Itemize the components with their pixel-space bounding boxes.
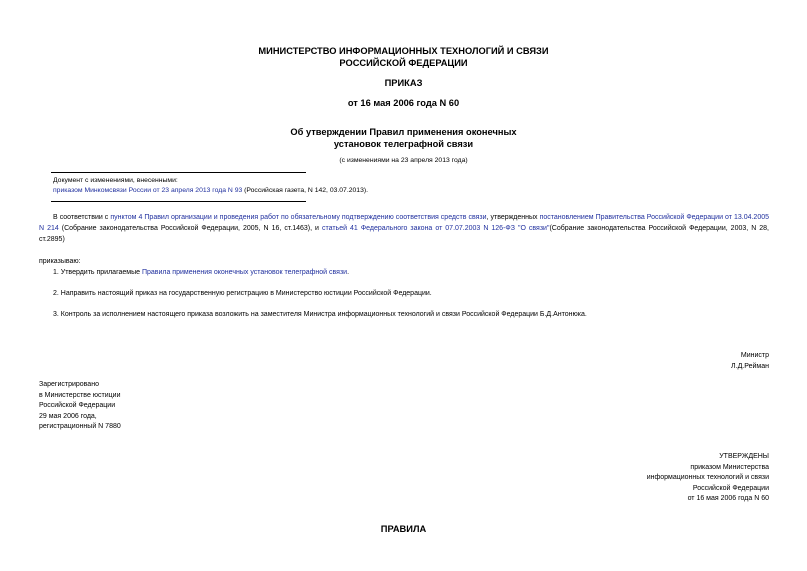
signatory-position: Министр xyxy=(740,352,769,359)
signatory-name: Л.Д.Рейман xyxy=(731,363,769,370)
registration-block xyxy=(39,380,121,433)
ministry-name-line2: РОССИЙСКОЙ ФЕДЕРАЦИИ xyxy=(339,58,468,68)
amendment-note: (с изменениями на 23 апреля 2013 года) xyxy=(339,157,468,164)
rules-clause-link[interactable]: пунктом 4 Правил организации и проведения работ по обязательному подтверждению соответствия средств связи xyxy=(110,214,487,221)
doc-title-line2: установок телеграфной связи xyxy=(333,139,474,149)
registration-line: Зарегистрировано xyxy=(39,381,99,388)
preamble-text-1: В соответствии с xyxy=(53,214,111,221)
preamble-text-3: (Собрание законодательства Российской Федерации, 2005, N 16, ст.1463), и xyxy=(58,225,322,232)
approval-line: УТВЕРЖДЕНЫ xyxy=(719,453,769,460)
approval-block xyxy=(560,452,769,505)
ministry-name-line1: МИНИСТЕРСТВО ИНФОРМАЦИОННЫХ ТЕХНОЛОГИЙ И СВЯЗИ xyxy=(258,46,549,56)
changes-source: (Российская газета, N 142, 03.07.2013). xyxy=(242,187,368,194)
item1-text: 1. Утвердить прилагаемые xyxy=(53,269,142,276)
telegraph-rules-link[interactable]: Правила применения оконечных установок телеграфной связи xyxy=(141,269,348,276)
doc-date-number: от 16 мая 2006 года N 60 xyxy=(347,98,460,108)
order-item-3: 3. Контроль за исполнением настоящего приказа возложить на заместителя Министра информационных технологий и связи Российской Федерации Б.Д.Антонюка. xyxy=(53,311,587,318)
order-word: приказываю: xyxy=(39,258,81,265)
preamble-paragraph xyxy=(39,212,769,245)
registration-line: 29 мая 2006 года, xyxy=(39,412,97,420)
changes-line xyxy=(53,185,368,196)
doc-title-line1: Об утверждении Правил применения оконечных xyxy=(290,127,517,137)
preamble-text-2: , утвержденных xyxy=(486,214,540,221)
federal-law-link[interactable]: статьей 41 Федерального закона от 07.07.2003 N 126-ФЗ "О связи" xyxy=(321,225,550,232)
order-item-2: 2. Направить настоящий приказ на государственную регистрацию в Министерство юстиции Российской Федерации. xyxy=(53,290,432,297)
registration-line: Российской Федерации xyxy=(39,402,116,409)
amendment-order-link[interactable]: приказом Минкомсвязи России от 23 апреля 2013 года N 93 xyxy=(53,187,243,194)
item1-end: . xyxy=(347,269,350,276)
divider-bottom xyxy=(51,201,306,202)
government-resolution-link[interactable]: постановлением Правительства Российской Федерации от 13.04.2005 N 214 xyxy=(39,214,770,232)
preamble-text-4: (Собрание законодательства Российской Федерации, 2003, N 28, ст.2895) xyxy=(39,225,770,243)
changes-intro: Документ с изменениями, внесенными: xyxy=(53,177,178,184)
doc-type: ПРИКАЗ xyxy=(384,78,423,88)
approval-line: от 16 мая 2006 года N 60 xyxy=(687,495,769,502)
approval-line: информационных технологий и связи xyxy=(646,474,769,481)
rules-heading: ПРАВИЛА xyxy=(380,524,427,534)
registration-line: регистрационный N 7880 xyxy=(39,423,121,430)
approval-line: Российской Федерации xyxy=(692,484,769,492)
approval-line: приказом Министерства xyxy=(690,463,769,471)
registration-line: в Министерстве юстиции xyxy=(39,391,121,399)
order-item-1 xyxy=(53,267,349,278)
divider-top xyxy=(51,172,306,173)
